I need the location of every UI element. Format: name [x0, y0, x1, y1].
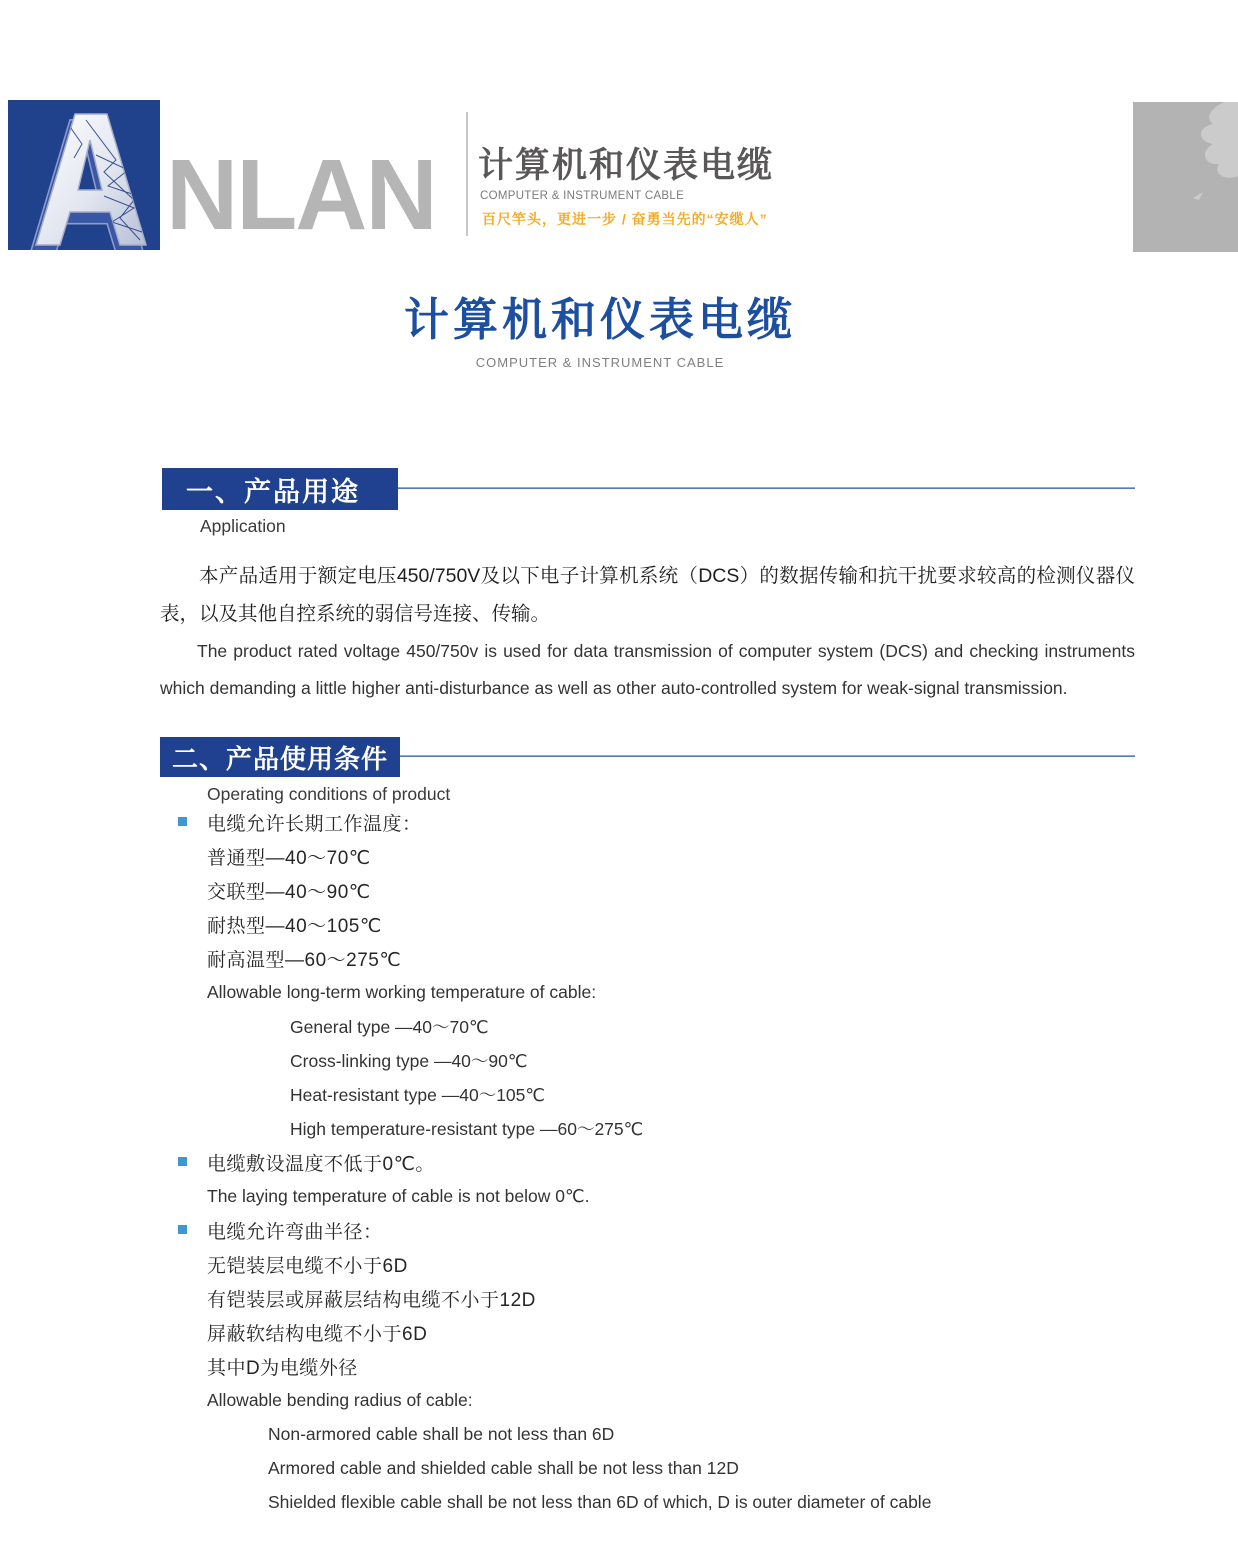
section-rule-line	[400, 755, 1135, 757]
application-paragraph-en: The product rated voltage 450/750v is used for data transmission of computer system (DCS) and checking instruments which demanding a little higher anti-disturbance as well as other auto-controlled system for weak-signal transmission.	[160, 641, 1135, 698]
condition-text: Cross-linking type —40～90℃	[290, 1050, 528, 1071]
page-title: 计算机和仪表电缆	[403, 294, 796, 345]
header-divider	[466, 112, 468, 236]
application-paragraph-cn: 本产品适用于额定电压450/750V及以下电子计算机系统（DCS）的数据传输和抗干扰要求较高的检测仪器仪表，以及其他自控系统的弱信号连接、传输。	[160, 565, 1135, 625]
condition-text: 交联型—40～90℃	[207, 881, 371, 903]
bullet-square-icon	[178, 1225, 187, 1234]
list-item	[160, 1349, 1135, 1383]
condition-text: 无铠装层电缆不小于6D	[207, 1255, 408, 1277]
header-product-title-cn: 计算机和仪表电缆	[478, 146, 775, 185]
condition-text: 电缆允许长期工作温度：	[207, 813, 422, 835]
header-product-title-en: COMPUTER & INSTRUMENT CABLE	[480, 190, 685, 202]
bullet-square-icon	[178, 1157, 187, 1166]
list-item	[160, 1213, 1135, 1247]
conditions-list	[160, 805, 1135, 1519]
condition-text: 电缆敷设温度不低于0℃。	[207, 1153, 435, 1175]
page-subtitle: COMPUTER & INSTRUMENT CABLE	[475, 355, 725, 370]
condition-text: 有铠装层或屏蔽层结构电缆不小于12D	[207, 1289, 536, 1311]
condition-text: High temperature-resistant type —60～275℃	[290, 1118, 644, 1139]
anlan-logo	[8, 100, 160, 250]
list-item	[160, 907, 1135, 941]
condition-text: Allowable long-term working temperature of cable:	[207, 981, 597, 1002]
condition-text: Shielded flexible cable shall be not less than 6D of which, D is outer diameter of cable	[268, 1491, 932, 1512]
list-item	[160, 1451, 1135, 1485]
list-item	[160, 1077, 1135, 1111]
section-heading-application: 一、产品用途	[162, 468, 398, 510]
list-item	[160, 1179, 1135, 1213]
list-item	[160, 1485, 1135, 1519]
list-item	[160, 1247, 1135, 1281]
logo-wordmark: NLAN	[166, 139, 436, 251]
condition-text: Armored cable and shielded cable shall be not less than 12D	[268, 1457, 739, 1478]
section-subheading-application: Application	[200, 516, 286, 536]
condition-text: 电缆允许弯曲半径：	[207, 1221, 383, 1243]
brand-slogan: 百尺竿头，更进一步 / 奋勇当先的“安缆人”	[482, 211, 768, 227]
section-subheading-conditions: Operating conditions of product	[207, 784, 451, 804]
list-item	[160, 873, 1135, 907]
condition-text: Allowable bending radius of cable:	[207, 1389, 473, 1410]
condition-text: 其中D为电缆外径	[207, 1357, 358, 1379]
condition-text: 耐热型—40～105℃	[207, 915, 382, 937]
list-item	[160, 1111, 1135, 1145]
list-item	[160, 1043, 1135, 1077]
bullet-square-icon	[178, 817, 187, 826]
condition-text: 普通型—40～70℃	[207, 847, 371, 869]
list-item	[160, 1009, 1135, 1043]
condition-text: 耐高温型—60～275℃	[207, 949, 402, 971]
condition-text: The laying temperature of cable is not below 0℃.	[207, 1185, 590, 1206]
list-item	[160, 941, 1135, 975]
logo-a-icon	[8, 100, 160, 250]
condition-text: 屏蔽软结构电缆不小于6D	[207, 1323, 428, 1345]
condition-text: Non-armored cable shall be not less than 6D	[268, 1423, 615, 1444]
list-item	[160, 805, 1135, 839]
condition-text: Heat-resistant type —40～105℃	[290, 1084, 546, 1105]
condition-text: General type —40～70℃	[290, 1016, 489, 1037]
section-rule-line	[398, 487, 1135, 489]
leaf-icon	[1133, 102, 1238, 252]
section-heading-conditions: 二、产品使用条件	[160, 737, 400, 777]
list-item	[160, 1281, 1135, 1315]
list-item	[160, 839, 1135, 873]
page-title-block	[0, 295, 1200, 370]
list-item	[160, 975, 1135, 1009]
list-item	[160, 1315, 1135, 1349]
list-item	[160, 1145, 1135, 1179]
list-item	[160, 1383, 1135, 1417]
corner-decoration	[1133, 102, 1238, 252]
list-item	[160, 1417, 1135, 1451]
